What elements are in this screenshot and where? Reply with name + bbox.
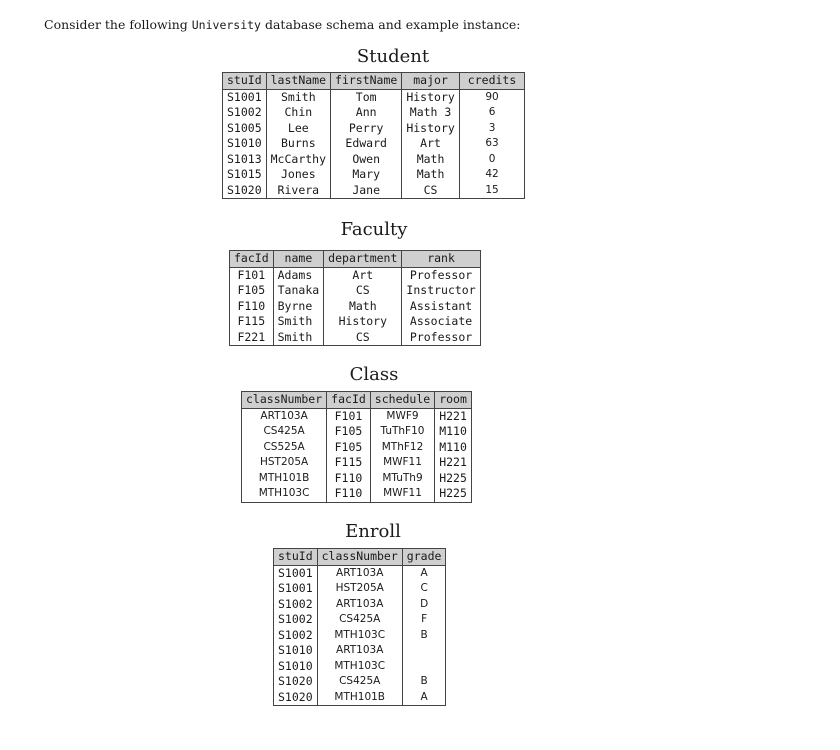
faculty-row [230, 314, 481, 330]
class-cell: H221 [435, 455, 472, 471]
faculty-row [230, 330, 481, 346]
student-cell: S1005 [223, 121, 267, 137]
enroll-row [274, 690, 446, 706]
enroll-col-stuid: stuId [274, 549, 318, 566]
enroll-cell: S1002 [274, 612, 318, 628]
enroll-cell: F [402, 612, 446, 628]
faculty-row [230, 267, 481, 283]
student-col-lastname: lastName [266, 73, 330, 90]
faculty-row [230, 283, 481, 299]
enroll-cell: ART103A [317, 597, 402, 613]
enroll-cell: S1002 [274, 597, 318, 613]
faculty-cell: CS [324, 283, 402, 299]
class-cell: F105 [327, 424, 371, 440]
student-row [223, 105, 525, 121]
student-cell: S1013 [223, 152, 267, 168]
enroll-cell: S1001 [274, 565, 318, 581]
intro-database-name: University [191, 18, 261, 32]
class-cell: MThF12 [370, 440, 434, 456]
enroll-row [274, 628, 446, 644]
student-cell: Perry [331, 121, 402, 137]
enroll-row [274, 597, 446, 613]
faculty-cell: Adams [273, 267, 324, 283]
student-col-firstname: firstName [331, 73, 402, 90]
enroll-table [273, 548, 446, 706]
class-cell: MWF9 [370, 408, 434, 424]
student-cell: 63 [459, 136, 524, 152]
student-cell: 0 [459, 152, 524, 168]
student-cell: 90 [459, 89, 524, 105]
student-cell: S1015 [223, 167, 267, 183]
student-col-major: major [402, 73, 459, 90]
faculty-cell: Professor [402, 267, 480, 283]
class-cell: F110 [327, 471, 371, 487]
class-row [242, 424, 472, 440]
enroll-cell: MTH101B [317, 690, 402, 706]
student-cell: Math [402, 167, 459, 183]
faculty-cell: Smith [273, 330, 324, 346]
student-cell: 6 [459, 105, 524, 121]
student-cell: McCarthy [266, 152, 330, 168]
enroll-cell: S1001 [274, 581, 318, 597]
enroll-row [274, 612, 446, 628]
student-cell: Math 3 [402, 105, 459, 121]
student-cell: S1020 [223, 183, 267, 199]
class-cell: CS425A [242, 424, 327, 440]
class-cell: H221 [435, 408, 472, 424]
student-cell: Art [402, 136, 459, 152]
student-cell: Tom [331, 89, 402, 105]
class-row [242, 471, 472, 487]
class-row [242, 486, 472, 502]
faculty-cell: Byrne [273, 299, 324, 315]
student-cell: S1001 [223, 89, 267, 105]
enroll-cell: D [402, 597, 446, 613]
faculty-cell: Associate [402, 314, 480, 330]
faculty-cell: Smith [273, 314, 324, 330]
faculty-col-rank: rank [402, 251, 480, 268]
student-table [222, 72, 525, 199]
student-cell: 42 [459, 167, 524, 183]
enroll-cell: MTH103C [317, 659, 402, 675]
faculty-table-title: Faculty [340, 219, 408, 240]
class-cell: F105 [327, 440, 371, 456]
class-cell: H225 [435, 471, 472, 487]
student-cell: Mary [331, 167, 402, 183]
faculty-table [229, 250, 481, 346]
faculty-cell: F221 [230, 330, 274, 346]
class-cell: MWF11 [370, 486, 434, 502]
intro-sentence [44, 17, 521, 32]
class-cell: F101 [327, 408, 371, 424]
student-cell: S1010 [223, 136, 267, 152]
class-col-schedule: schedule [370, 392, 434, 409]
class-cell: CS525A [242, 440, 327, 456]
enroll-cell: C [402, 581, 446, 597]
student-cell: Ann [331, 105, 402, 121]
enroll-cell: S1010 [274, 643, 318, 659]
class-row [242, 440, 472, 456]
enroll-cell: A [402, 565, 446, 581]
class-cell: M110 [435, 424, 472, 440]
student-cell: 3 [459, 121, 524, 137]
class-row [242, 408, 472, 424]
enroll-cell: CS425A [317, 674, 402, 690]
student-table-title: Student [356, 46, 430, 67]
enroll-cell: CS425A [317, 612, 402, 628]
faculty-cell: Professor [402, 330, 480, 346]
student-row [223, 89, 525, 105]
student-cell: S1002 [223, 105, 267, 121]
class-table [241, 391, 472, 503]
student-cell: Smith [266, 89, 330, 105]
enroll-cell: B [402, 674, 446, 690]
class-cell: F110 [327, 486, 371, 502]
class-cell: H225 [435, 486, 472, 502]
class-cell: MWF11 [370, 455, 434, 471]
enroll-row [274, 565, 446, 581]
faculty-cell: Art [324, 267, 402, 283]
student-row [223, 121, 525, 137]
faculty-cell: CS [324, 330, 402, 346]
enroll-cell: HST205A [317, 581, 402, 597]
student-cell: 15 [459, 183, 524, 199]
class-col-room: room [435, 392, 472, 409]
faculty-cell: Math [324, 299, 402, 315]
faculty-cell: F115 [230, 314, 274, 330]
enroll-table-title: Enroll [345, 521, 401, 542]
student-cell: Jones [266, 167, 330, 183]
faculty-cell: Instructor [402, 283, 480, 299]
enroll-cell [402, 643, 446, 659]
class-header-row [242, 392, 472, 409]
student-cell: Math [402, 152, 459, 168]
enroll-row [274, 674, 446, 690]
intro-prefix: Consider the following [44, 17, 192, 32]
student-cell: Edward [331, 136, 402, 152]
enroll-row [274, 659, 446, 675]
faculty-cell: F105 [230, 283, 274, 299]
enroll-cell: ART103A [317, 565, 402, 581]
student-cell: Burns [266, 136, 330, 152]
enroll-row [274, 643, 446, 659]
student-cell: History [402, 121, 459, 137]
faculty-col-facid: facId [230, 251, 274, 268]
enroll-cell: S1020 [274, 674, 318, 690]
intro-suffix: database schema and example instance: [261, 17, 521, 32]
class-row [242, 455, 472, 471]
class-cell: TuThF10 [370, 424, 434, 440]
student-row [223, 167, 525, 183]
enroll-cell: B [402, 628, 446, 644]
faculty-cell: Assistant [402, 299, 480, 315]
student-cell: CS [402, 183, 459, 199]
student-row [223, 183, 525, 199]
class-cell: MTH101B [242, 471, 327, 487]
faculty-cell: F101 [230, 267, 274, 283]
enroll-col-classnumber: classNumber [317, 549, 402, 566]
student-header-row [223, 73, 525, 90]
class-col-classnumber: classNumber [242, 392, 327, 409]
class-cell: ART103A [242, 408, 327, 424]
student-col-stuid: stuId [223, 73, 267, 90]
faculty-cell: Tanaka [273, 283, 324, 299]
class-table-title: Class [349, 364, 399, 385]
student-cell: History [402, 89, 459, 105]
enroll-cell: MTH103C [317, 628, 402, 644]
enroll-cell: S1002 [274, 628, 318, 644]
enroll-cell [402, 659, 446, 675]
enroll-col-grade: grade [402, 549, 446, 566]
student-cell: Owen [331, 152, 402, 168]
faculty-col-name: name [273, 251, 324, 268]
faculty-cell: History [324, 314, 402, 330]
student-cell: Jane [331, 183, 402, 199]
class-cell: MTuTh9 [370, 471, 434, 487]
student-row [223, 136, 525, 152]
student-cell: Chin [266, 105, 330, 121]
enroll-row [274, 581, 446, 597]
enroll-cell: S1010 [274, 659, 318, 675]
faculty-header-row [230, 251, 481, 268]
faculty-cell: F110 [230, 299, 274, 315]
class-cell: HST205A [242, 455, 327, 471]
enroll-header-row [274, 549, 446, 566]
student-col-credits: credits [459, 73, 524, 90]
enroll-cell: ART103A [317, 643, 402, 659]
enroll-cell: A [402, 690, 446, 706]
class-cell: F115 [327, 455, 371, 471]
student-row [223, 152, 525, 168]
faculty-col-department: department [324, 251, 402, 268]
student-cell: Rivera [266, 183, 330, 199]
class-col-facid: facId [327, 392, 371, 409]
faculty-row [230, 299, 481, 315]
class-cell: MTH103C [242, 486, 327, 502]
student-cell: Lee [266, 121, 330, 137]
enroll-cell: S1020 [274, 690, 318, 706]
class-cell: M110 [435, 440, 472, 456]
